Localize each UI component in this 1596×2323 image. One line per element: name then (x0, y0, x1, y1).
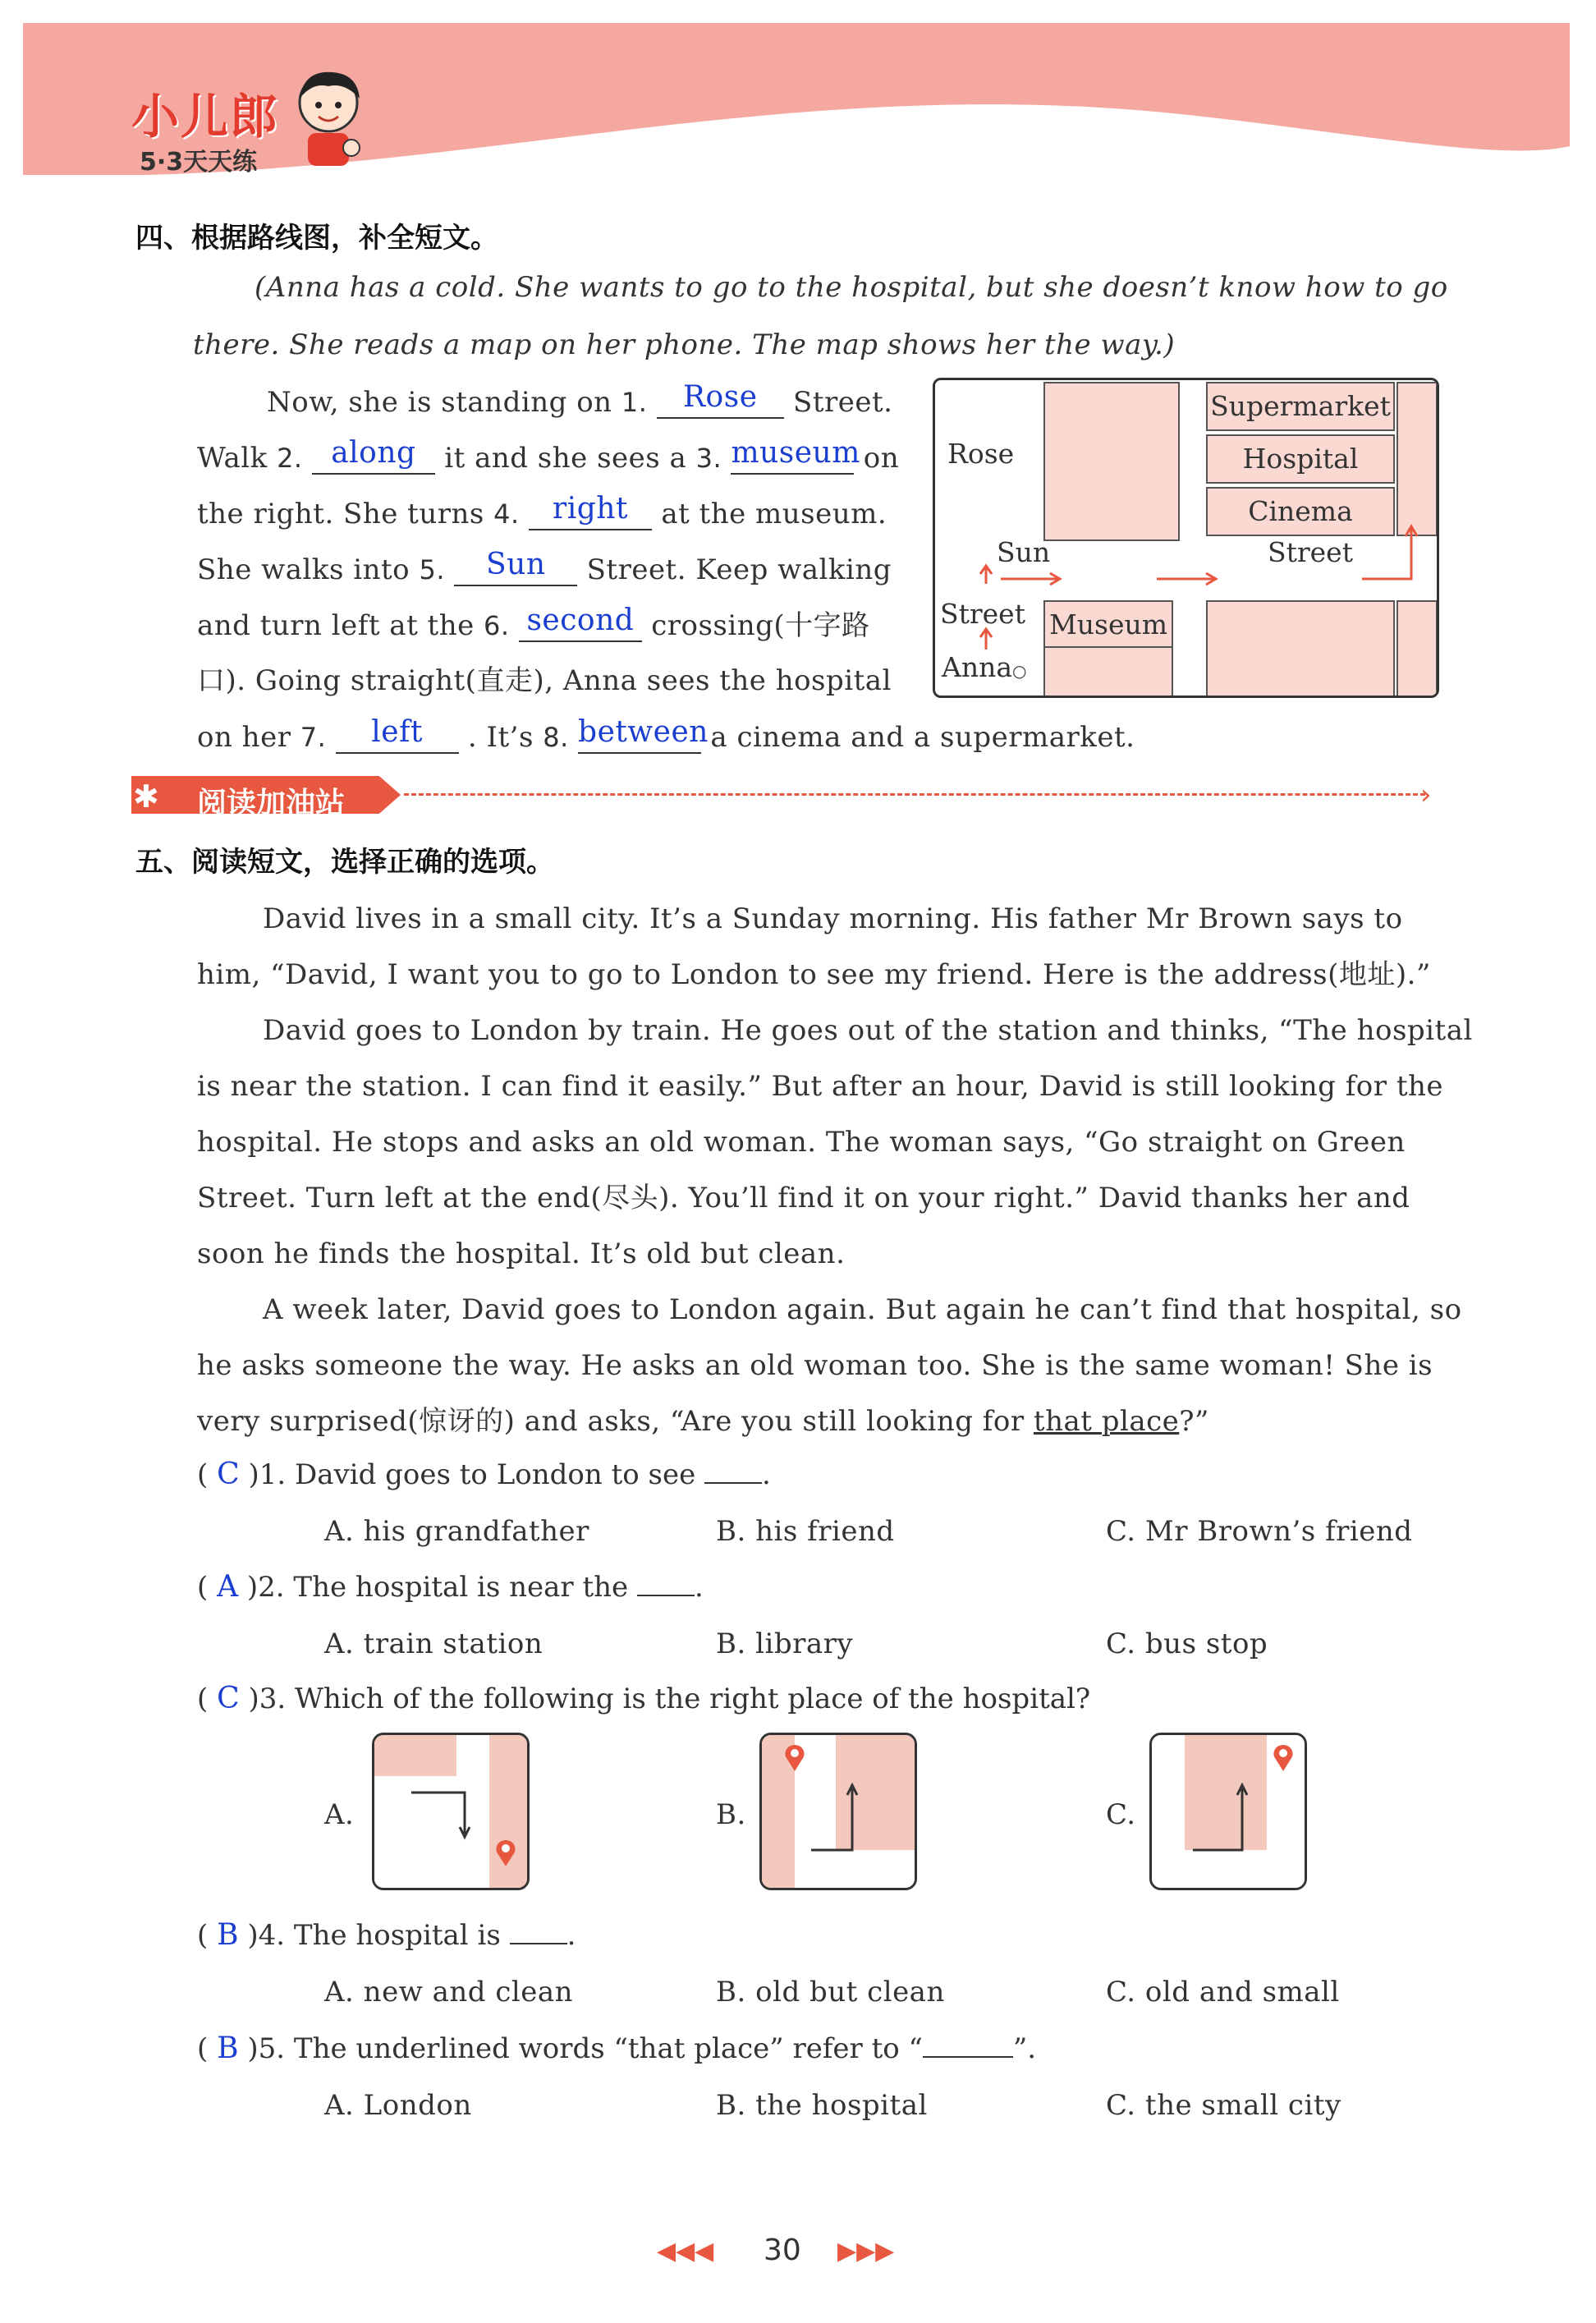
q4-option-a[interactable]: A. new and clean (324, 1976, 574, 2009)
q3-option-a-label[interactable]: A. (324, 1798, 355, 1831)
passage-line4: She walks into 5. Sun Street. Keep walking (197, 548, 892, 586)
q2-option-b[interactable]: B. library (716, 1627, 854, 1660)
reading-p3-l1: A week later, David goes to London again. But again he can’t find that hospital, so (263, 1293, 1462, 1326)
blank-5[interactable] (454, 548, 577, 586)
answer-1: Rose (682, 380, 758, 414)
q3-option-b-label[interactable]: B. (716, 1798, 746, 1831)
reading-p2-l1: David goes to London by train. He goes out of the station and thinks, “The hospital (263, 1014, 1473, 1047)
answer-4: right (553, 492, 628, 526)
passage-line5: and turn left at the 6. second crossing(十字路 (197, 604, 870, 642)
q4-blank (510, 1943, 567, 1944)
reading-p2-l3: hospital. He stops and asks an old woman. The woman says, “Go straight on Green (197, 1126, 1406, 1159)
q3-answer[interactable]: C (217, 1682, 240, 1715)
q5-option-b[interactable]: B. the hospital (716, 2089, 928, 2122)
q1-option-b[interactable]: B. his friend (716, 1515, 895, 1548)
passage-line1: Now, she is standing on 1. Rose Street. (267, 380, 893, 419)
reading-banner-label: 阅读加油站 (197, 787, 346, 820)
blank-1[interactable] (657, 380, 784, 419)
question-3: ( C )3. Which of the following is the right place of the hospital? (197, 1682, 1091, 1715)
banner-arrow-icon: › (1420, 778, 1432, 811)
question-2: ( A )2. The hospital is near the . (197, 1570, 704, 1604)
footer-left-arrows-icon: ◀◀◀ (657, 2237, 714, 2266)
route-map (933, 378, 1439, 698)
answer-5: Sun (486, 548, 546, 581)
q1-option-c[interactable]: C. Mr Brown’s friend (1106, 1515, 1413, 1548)
q3-option-c-label[interactable]: C. (1106, 1798, 1136, 1831)
q2-option-a[interactable]: A. train station (324, 1627, 543, 1660)
reading-p2-l4: Street. Turn left at the end(尽头). You’ll find it on your right.” David thanks her and (197, 1182, 1410, 1214)
question-4: ( B )4. The hospital is . (197, 1918, 576, 1952)
answer-2: along (331, 436, 416, 470)
brand-logo-text: 小儿郎 (131, 89, 280, 145)
q4-option-b[interactable]: B. old but clean (716, 1976, 945, 2009)
passage-line6: 口). Going straight(直走), Anna sees the hospital (197, 664, 892, 697)
answer-7: left (371, 715, 423, 749)
answer-3: museum (731, 436, 860, 470)
section4-title: 四、根据路线图，补全短文。 (135, 222, 498, 255)
q5-option-c[interactable]: C. the small city (1106, 2089, 1341, 2122)
map-supermarket: Supermarket (1206, 382, 1395, 431)
banner-dashed-line (404, 793, 1425, 796)
answer-6: second (526, 604, 635, 637)
q5-option-a[interactable]: A. London (324, 2089, 472, 2122)
map-street-right-label: Street (1268, 536, 1353, 568)
section4-intro-line1: (Anna has a cold. She wants to go to the hospital, but she doesn’t know how to go (255, 271, 1448, 304)
blank-7[interactable] (336, 715, 459, 754)
blank-2[interactable] (312, 436, 435, 475)
q3-option-a-map[interactable] (372, 1733, 530, 1890)
map-rose-label: Rose (947, 438, 1015, 470)
blank-4[interactable] (529, 492, 652, 530)
q4-answer[interactable]: B (217, 1918, 239, 1952)
map-street-left-label: Street (940, 598, 1025, 630)
section4-intro-line2: there. She reads a map on her phone. The map shows her the way.) (193, 328, 1176, 361)
map-museum: Museum (1043, 600, 1173, 650)
passage-line2: Walk 2. along it and she sees a 3. museum on (197, 436, 900, 475)
map-cinema: Cinema (1206, 487, 1395, 536)
q2-blank (637, 1595, 695, 1596)
map-route-arrows (935, 380, 1437, 696)
page-number: 30 (764, 2233, 801, 2267)
q3-option-c-map[interactable] (1149, 1733, 1307, 1890)
map-sun-label: Sun (997, 536, 1051, 568)
q4-option-c[interactable]: C. old and small (1106, 1976, 1340, 2009)
q1-option-a[interactable]: A. his grandfather (324, 1515, 589, 1548)
q5-blank (923, 2056, 1013, 2058)
q1-answer[interactable]: C (217, 1458, 240, 1491)
reading-p2-l2: is near the station. I can find it easily.” But after an hour, David is still looking for the (197, 1070, 1444, 1103)
q5-answer[interactable]: B (217, 2031, 239, 2065)
q2-option-c[interactable]: C. bus stop (1106, 1627, 1268, 1660)
passage-line7: on her 7. left . It’s 8. between a cinema and a supermarket. (197, 715, 1135, 754)
map-anna-label: Anna○ (942, 651, 1027, 683)
reading-p3-l3: very surprised(惊讶的) and asks, “Are you still looking for that place?” (197, 1405, 1209, 1438)
banner-star-icon: ✱ (133, 778, 159, 815)
passage-line3: the right. She turns 4. right at the museum. (197, 492, 887, 530)
blank-3[interactable] (731, 436, 860, 475)
question-5: ( B )5. The underlined words “that place” refer to “ ”. (197, 2031, 1037, 2065)
brand-subtitle: 5·3天天练 (140, 148, 258, 177)
reading-p3-l2: he asks someone the way. He asks an old woman too. She is the same woman! She is (197, 1349, 1433, 1382)
blank-8[interactable] (578, 715, 709, 754)
map-hospital: Hospital (1206, 434, 1395, 484)
q3-option-b-map[interactable] (759, 1733, 917, 1890)
q1-blank (704, 1482, 762, 1484)
underlined-that-place: that place (1033, 1405, 1180, 1438)
question-1: ( C )1. David goes to London to see . (197, 1458, 771, 1491)
mascot-icon (287, 66, 369, 172)
answer-8: between (578, 715, 709, 749)
q2-answer[interactable]: A (217, 1570, 239, 1604)
blank-6[interactable] (519, 604, 642, 642)
footer-right-arrows-icon: ▶▶▶ (837, 2237, 895, 2266)
reading-p1-l1: David lives in a small city. It’s a Sunday morning. His father Mr Brown says to (263, 902, 1403, 935)
reading-p1-l2: him, “David, I want you to go to London to see my friend. Here is the address(地址).” (197, 958, 1431, 991)
reading-p2-l5: soon he finds the hospital. It’s old but clean. (197, 1237, 846, 1270)
section5-title: 五、阅读短文，选择正确的选项。 (135, 846, 554, 879)
